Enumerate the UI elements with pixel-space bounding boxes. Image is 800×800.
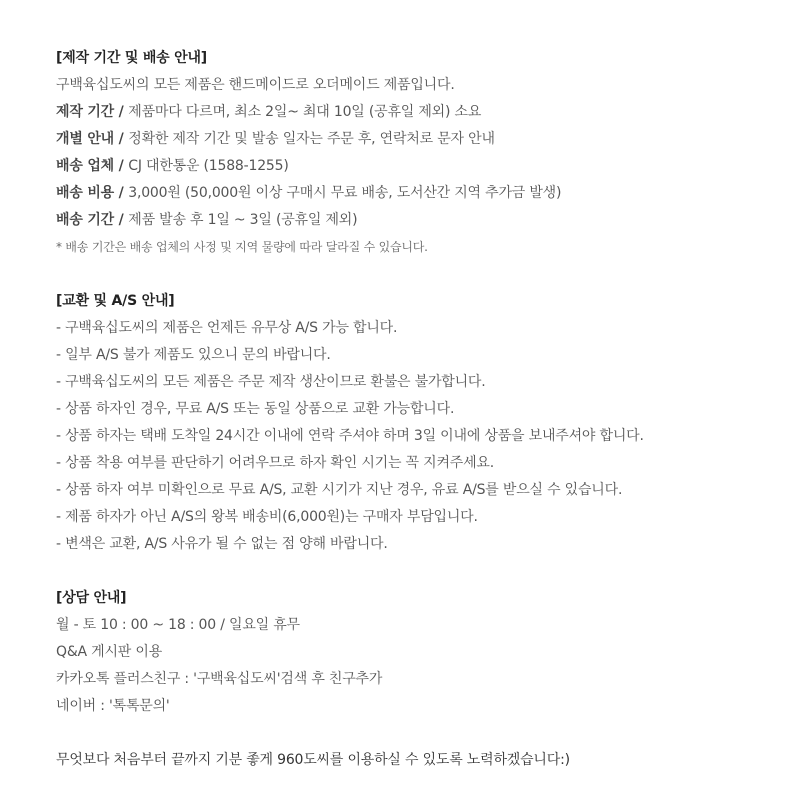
row-key: 배송 비용: [56, 185, 114, 201]
business-hours: 월 - 토 10 : 00 ~ 18 : 00 / 일요일 휴무: [56, 617, 300, 633]
row-separator: /: [113, 185, 129, 201]
exchange-item: - 구백육십도씨의 모든 제품은 주문 제작 생산이므로 환불은 불가합니다.: [56, 374, 486, 390]
exchange-as-section: [56, 288, 800, 558]
production-period-row: [56, 99, 800, 126]
production-intro: 구백육십도씨의 모든 제품은 핸드메이드로 오더메이드 제품입니다.: [56, 77, 455, 93]
row-value: 제품 발송 후 1일 ~ 3일 (공휴일 제외): [128, 212, 358, 228]
individual-notice-row: [56, 126, 800, 153]
courier-row: [56, 153, 800, 180]
exchange-heading: [교환 및 A/S 안내]: [56, 293, 175, 309]
naver-line: 네이버 : '톡톡문의': [56, 698, 170, 714]
exchange-item: - 상품 하자 여부 미확인으로 무료 A/S, 교환 시기가 지난 경우, 유료 A/S를 받으실 수 있습니다.: [56, 482, 623, 498]
section-spacer: [56, 720, 800, 747]
row-separator: /: [113, 131, 129, 147]
row-value: CJ 대한통운 (1588-1255): [128, 158, 289, 174]
exchange-item: - 변색은 교환, A/S 사유가 될 수 없는 점 양해 바랍니다.: [56, 536, 388, 552]
exchange-item: - 상품 하자인 경우, 무료 A/S 또는 동일 상품으로 교환 가능합니다.: [56, 401, 455, 417]
exchange-item: - 제품 하자가 아닌 A/S의 왕복 배송비(6,000원)는 구매자 부담입니다.: [56, 509, 478, 525]
exchange-item: - 일부 A/S 불가 제품도 있으니 문의 바랍니다.: [56, 347, 331, 363]
row-separator: /: [113, 104, 129, 120]
shipping-period-row: [56, 207, 800, 234]
row-key: 배송 기간: [56, 212, 114, 228]
exchange-item: - 구백육십도씨의 제품은 언제든 유무상 A/S 가능 합니다.: [56, 320, 398, 336]
consult-section: [56, 585, 800, 720]
qna-board-line: Q&A 게시판 이용: [56, 644, 163, 660]
exchange-item: - 상품 하자는 택배 도착일 24시간 이내에 연락 주셔야 하며 3일 이내에 상품을 보내주셔야 합니다.: [56, 428, 644, 444]
row-key: 제작 기간: [56, 104, 114, 120]
row-value: 정확한 제작 기간 및 발송 일자는 주문 후, 연락처로 문자 안내: [128, 131, 495, 147]
row-key: 배송 업체: [56, 158, 114, 174]
row-key: 개별 안내: [56, 131, 114, 147]
row-separator: /: [113, 158, 129, 174]
section-spacer: [56, 261, 800, 288]
consult-heading: [상담 안내]: [56, 590, 127, 606]
production-shipping-section: [56, 45, 800, 261]
exchange-item: - 상품 착용 여부를 판단하기 어려우므로 하자 확인 시기는 꼭 지켜주세요.: [56, 455, 494, 471]
shipping-note: * 배송 기간은 배송 업체의 사정 및 지역 물량에 따라 달라질 수 있습니다.: [56, 240, 428, 254]
row-value: 3,000원 (50,000원 이상 구매시 무료 배송, 도서산간 지역 추가금 발생): [128, 185, 562, 201]
production-heading: [제작 기간 및 배송 안내]: [56, 50, 208, 66]
section-spacer: [56, 558, 800, 585]
row-value: 제품마다 다르며, 최소 2일~ 최대 10일 (공휴일 제외) 소요: [128, 104, 482, 120]
closing-message: 무엇보다 처음부터 끝까지 기분 좋게 960도씨를 이용하실 수 있도록 노력하겠습니다:): [56, 752, 570, 768]
shipping-cost-row: [56, 180, 800, 207]
kakaotalk-line: 카카오톡 플러스친구 : '구백육십도씨'검색 후 친구추가: [56, 671, 383, 687]
row-separator: /: [113, 212, 129, 228]
